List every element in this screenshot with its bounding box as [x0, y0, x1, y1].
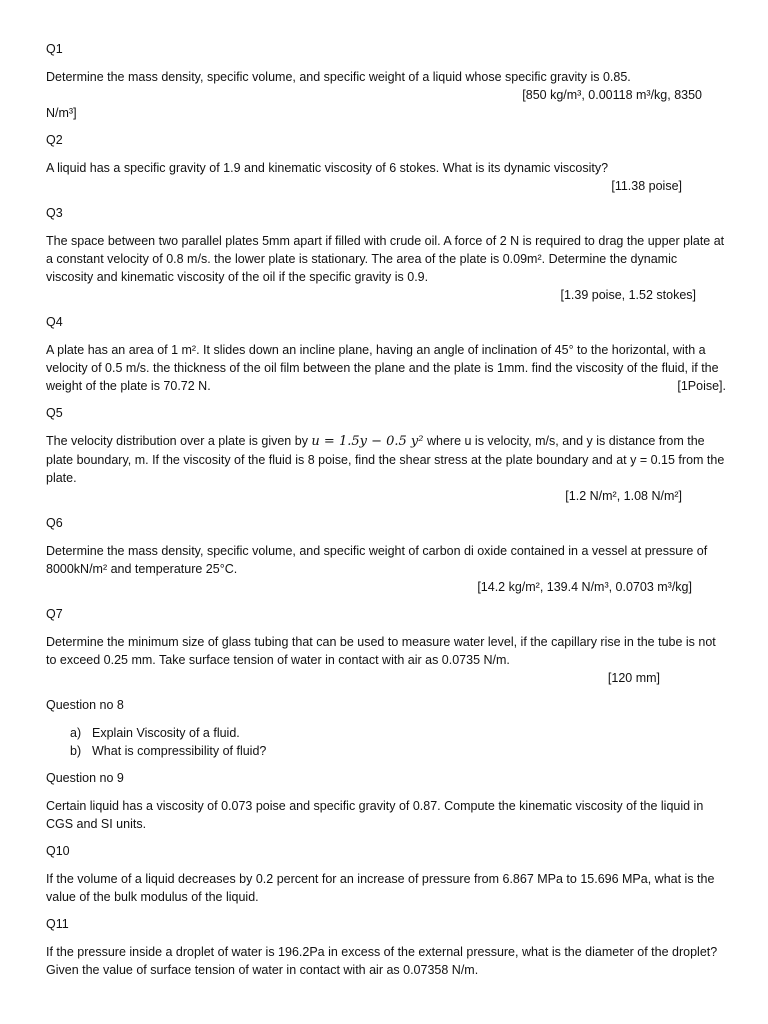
answer: [1Poise].: [677, 379, 726, 393]
sub-question: [70, 724, 726, 742]
question-9: [46, 769, 726, 833]
question-sheet: [46, 40, 726, 988]
question-body-end: where u is velocity, m/s, and y is distance from the plate boundary, m. If the viscosity of the fluid is 8 poise, find the shear stress at the plate boundary and at y = 0.15 from the plate.: [46, 434, 725, 485]
answer: [1.39 poise, 1.52 stokes]: [560, 288, 696, 302]
question-text: [46, 542, 726, 578]
question-label: Q7: [46, 607, 63, 621]
question-text: A liquid has a specific gravity of 1.9 and kinematic viscosity of 6 stokes. What is its dynamic viscosity?: [46, 161, 609, 175]
question-8: [46, 696, 726, 760]
question-text: Determine the minimum size of glass tubing that can be used to measure water level, if the capillary rise in the tube is not to exceed 0.25 mm. Take surface tension of water in contact with air as 0.0735 N/m.: [46, 635, 716, 667]
sub-question: [70, 742, 726, 760]
question-5: [46, 404, 726, 505]
question-text: Certain liquid has a viscosity of 0.073 poise and specific gravity of 0.87. Compute the kinematic viscosity of the liquid in CGS and SI units.: [46, 799, 704, 831]
question-text: If the pressure inside a droplet of water is 196.2Pa in excess of the external pressure, what is the diameter of the droplet? Given the value of surface tension of water in contact with air as 0.07358 N/m.: [46, 945, 718, 977]
question-11: [46, 915, 726, 979]
question-label: Q6: [46, 516, 63, 530]
question-text: Determine the mass density, specific volume, and specific weight of a liquid whose specific gravity is 0.85.: [46, 70, 631, 84]
question-label: Q5: [46, 406, 63, 420]
question-text: [46, 432, 726, 487]
question-label: Question no 9: [46, 771, 124, 785]
question-text: If the volume of a liquid decreases by 0.2 percent for an increase of pressure from 6.867 MPa to 15.696 MPa, what is the value of the bulk modulus of the liquid.: [46, 872, 715, 904]
answer: [11.38 poise]: [611, 179, 682, 193]
question-text: [46, 341, 726, 395]
question-4: [46, 313, 726, 395]
question-body: A plate has an area of 1 m². It slides down an incline plane, having an angle of inclination of 45° to the horizontal, with a velocity of 0.5 m/s. the thickness of the oil film between the plane and the plate is 1mm. find the viscosity of the fluid, if the weight of the plate is 70.72 N.: [46, 343, 719, 393]
answer: [14.2 kg/m², 139.4 N/m³, 0.0703 m³/kg]: [477, 580, 692, 594]
question-label: Q3: [46, 206, 63, 220]
answer: [120 mm]: [607, 671, 660, 685]
question-label: Q4: [46, 315, 63, 329]
sub-question-list: [46, 724, 726, 760]
question-6: [46, 514, 726, 596]
question-label: Q10: [46, 844, 70, 858]
question-7: [46, 605, 726, 687]
sub-question-marker: b): [70, 744, 82, 758]
answer-continued: N/m³]: [46, 106, 77, 120]
sub-question-marker: a): [70, 726, 82, 740]
sub-question-text: What is compressibility of fluid?: [92, 744, 267, 758]
question-3: [46, 204, 726, 304]
question-2: [46, 131, 726, 195]
question-body: Determine the mass density, specific volume, and specific weight of carbon di oxide contained in a vessel at pressure of 8000kN/m² and temperature 25°C.: [46, 544, 708, 576]
question-label: Q1: [46, 42, 63, 56]
sub-question-text: Explain Viscosity of a fluid.: [92, 726, 240, 740]
answer: [1.2 N/m², 1.08 N/m²]: [565, 489, 682, 503]
question-1: [46, 40, 726, 122]
velocity-formula: u = 1.5y − 0.5 y²: [311, 434, 424, 449]
question-10: [46, 842, 726, 906]
question-label: Q11: [46, 917, 69, 931]
question-body-start: The velocity distribution over a plate is given by: [46, 434, 312, 448]
question-label: Question no 8: [46, 698, 124, 712]
answer: [850 kg/m³, 0.00118 m³/kg, 8350: [522, 88, 702, 102]
question-text: The space between two parallel plates 5mm apart if filled with crude oil. A force of 2 N is required to drag the upper plate at a constant velocity of 0.8 m/s. the lower plate is stationary. The area of the plate is 0.09m². Determine the dynamic viscosity and kinematic viscosity of the oil if the specific gravity is 0.9.: [46, 234, 725, 284]
question-label: Q2: [46, 133, 63, 147]
